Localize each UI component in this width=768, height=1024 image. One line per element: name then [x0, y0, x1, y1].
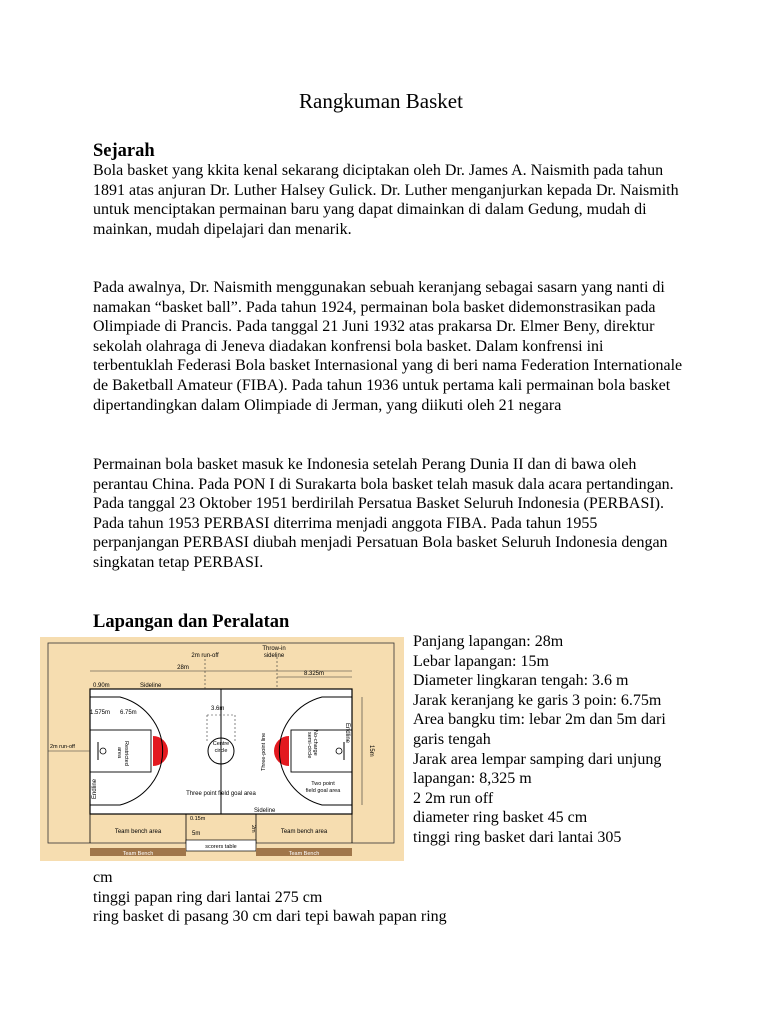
spec-line: Jarak keranjang ke garis 3 poin: 6.75m — [413, 691, 662, 709]
label-two-pt-2: field goal area — [305, 788, 341, 794]
paragraph-history-3: Permainan bola basket masuk ke Indonesia setelah Perang Dunia II dan di bawa oleh perantau China. Pada PON I di Surakarta bola basket telah masuk dala acara pertandingan. Pada tanggal 23 Oktober 1951 berdirilah Persatua Basket Seluruh Indonesia (PERBASI). Pada tahun 1953 PERBASI diterrima menjadi anggota FIBA. Pada tahun 1955 perpanjangan PERBASI diubah menjadi Persatuan Bola basket Seluruh Indonesia dengan singkatan tetap PERBASI. — [93, 456, 674, 571]
label-scorers-table: scorers table — [205, 844, 237, 850]
label-no-charge: No-charge — [312, 730, 318, 756]
label-015: 0.15m — [190, 816, 206, 822]
court-specs-continued — [93, 868, 693, 927]
label-090: 0.90m — [93, 683, 110, 689]
spec-line: tinggi ring basket dari lantai 305 — [413, 828, 622, 846]
label-two-pt-1: Two point — [311, 781, 335, 787]
page-title: Rangkuman Basket — [299, 89, 463, 113]
spec-line: Lebar lapangan: 15m — [413, 652, 549, 670]
label-sideline-top: sideline — [263, 653, 285, 659]
court-diagram-svg — [40, 637, 404, 861]
spec-line: tinggi papan ring dari lantai 275 cm — [93, 888, 323, 906]
spec-line: Area bangku tim: lebar 2m dan 5m dari garis tengah — [413, 711, 666, 748]
label-semi-circle: semi-circle — [306, 732, 312, 759]
section-heading-sejarah: Sejarah — [93, 141, 155, 161]
paragraph-history-1: Bola basket yang kkita kenal sekarang diciptakan oleh Dr. James A. Naismith pada tahun 1891 atas anjuran Dr. Luther Halsey Gulick. Dr. Luther menganjurkan kepada Dr. Naismith untuk menciptakan permainan baru yang dapat dimainkan di dalam Gedung, mudah di mainkan, mudah dipelajari dan menarik. — [93, 162, 679, 238]
label-throwin: Throw-in — [262, 646, 286, 652]
spec-line: cm — [93, 869, 113, 886]
court-diagram — [40, 637, 404, 861]
spec-line: Diameter lingkaran tengah: 3.6 m — [413, 672, 629, 690]
label-team-bench-right: Team Bench — [288, 851, 320, 857]
label-team-bench-left: Team Bench — [122, 851, 154, 857]
label-28m: 28m — [177, 665, 189, 671]
spec-line: 2 2m run off — [413, 789, 494, 807]
label-centre: Centre — [212, 741, 230, 747]
spec-line: Panjang lapangan: 28m — [413, 633, 564, 650]
spec-line: ring basket di pasang 30 cm dari tepi bawah papan ring — [93, 908, 447, 926]
spec-line: diameter ring basket 45 cm — [413, 809, 588, 827]
section-heading-lapangan: Lapangan dan Peralatan — [93, 612, 290, 632]
label-675: 6.75m — [120, 710, 137, 716]
paragraph-history-2: Pada awalnya, Dr. Naismith menggunakan sebuah keranjang sebagai sasarn yang nanti di namakan “basket ball”. Pada tahun 1924, permainan bola basket didemonstrasikan pada Olimpiade di Prancis. Pada tanggal 21 Juni 1932 atas prakarsa Dr. Elmer Beny, direktur sekolah olahraga di Jeneva diadakan konfrensi bola basket. Dalam konfrensi ini terbentuklah Federasi Bola basket Internasional yang di beri nama Federation Internationale de Baketball Amateur (FIBA). Pada tahun 1936 untuk pertama kali permainan bola basket dipertandingkan dalam Olimpiade di Jerman, yang diikuti oleh 21 negara — [93, 279, 683, 414]
label-endline-left: Endline — [92, 778, 98, 799]
label-36: 3.6m — [211, 706, 225, 712]
label-restricted: Restricted — [123, 741, 129, 766]
label-runoff-left: 2m run-off — [50, 744, 75, 750]
label-area: area — [116, 747, 122, 759]
label-8325: 8.325m — [303, 671, 325, 677]
label-circle: circle — [214, 748, 228, 754]
label-bench-area-right: Team bench area — [280, 829, 328, 835]
label-sideline-bottom: Sideline — [254, 808, 276, 814]
court-specs-list — [413, 632, 693, 848]
label-three-pt-area: Three point field goal area — [186, 791, 256, 797]
label-1575: 1.575m — [90, 710, 111, 716]
label-bench-area-left: Team bench area — [114, 829, 162, 835]
label-2m: 2m — [250, 825, 256, 833]
spec-line: Jarak area lempar samping dari unjung lapangan: 8,325 m — [413, 750, 662, 788]
label-sideline: Sideline — [140, 683, 162, 689]
label-endline-right: Endline — [344, 723, 350, 744]
label-runoff-top: 2m run-off — [191, 653, 219, 659]
label-three-point-line: Three-point line — [261, 732, 267, 771]
label-15m: 15m — [368, 745, 374, 757]
label-5m: 5m — [192, 831, 201, 837]
